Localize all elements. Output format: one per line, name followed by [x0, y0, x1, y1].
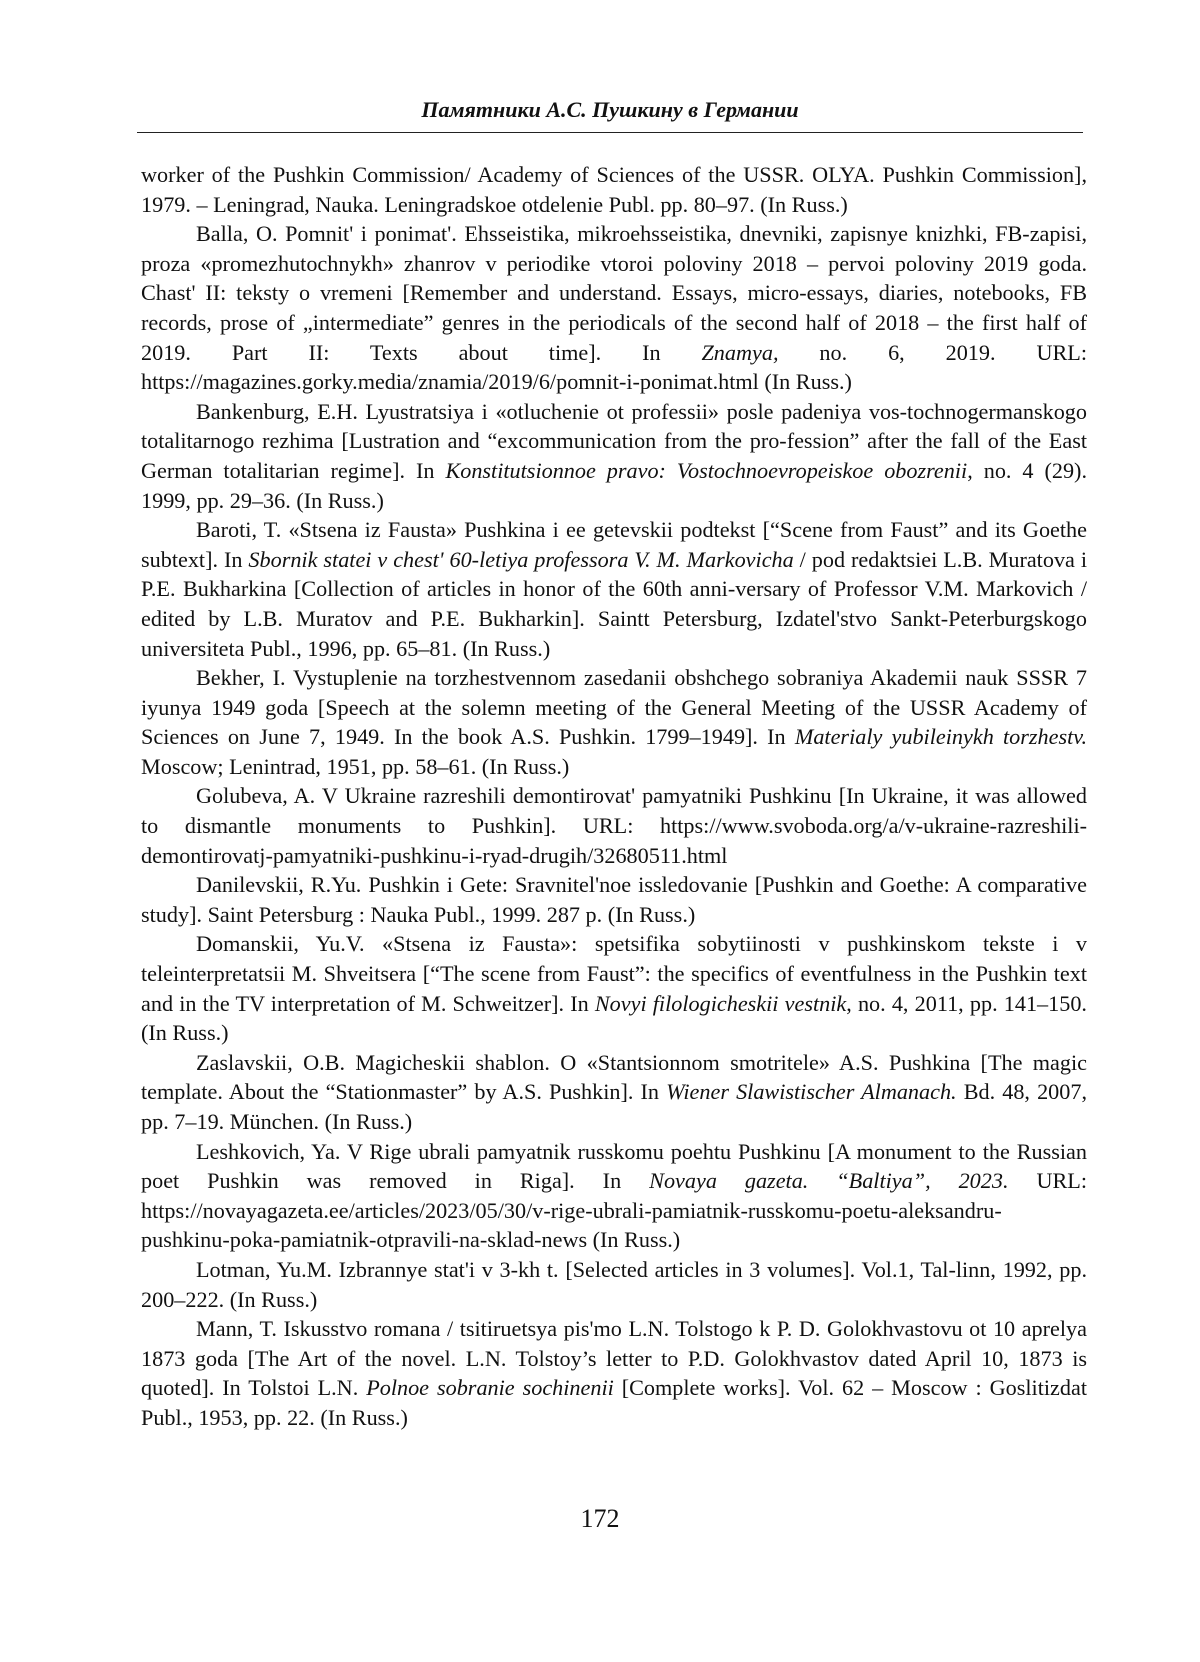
reference-entry [141, 1314, 1087, 1432]
reference-text: Golubeva, A. V Ukraine razreshili demontirovat' pamyatniki Pushkinu [In Ukraine, it was allowed to dismantle monuments to Pushkin]. URL: https://www.svoboda.org/a/v-ukraine-razreshili-demontirovatj-pamyatniki-pushkinu-i-ryad-drugih/32680511.html [141, 783, 1087, 868]
reference-entry [141, 160, 1087, 219]
reference-text: Balla, O. Pomnit' i ponimat'. Ehsseistika, mikroehsseistika, dnevniki, zapisnye knizhki, FB-zapisi, proza «promezhutochnykh» zhanrov v periodike vtoroi poloviny 2018 – pervoi poloviny 2019 goda. Chast' II: teksty o vremeni [Remember and understand. Essays, micro-essays, diaries, notebooks, FB records, prose of „intermediate” genres in the periodicals of the second half of 2018 – the first half of 2019. Part II: Texts about time]. In [141, 221, 1087, 365]
reference-entry [141, 781, 1087, 870]
reference-source-title: Konstitutsionnoe pravo: Vostochnoevropeiskoe obozrenii [445, 457, 968, 483]
reference-entry [141, 929, 1087, 1047]
reference-text: Baroti, T. «Stsena iz Fausta» Pushkina i ee getevskii podtekst [“Scene from Faust” and its Goethe subtext]. In [141, 517, 1087, 572]
reference-text: Leshkovich, Ya. V Rige ubrali pamyatnik russkomu poehtu Pushkinu [A monument to the Russian poet Pushkin was removed in Riga]. In [141, 1138, 1087, 1194]
header-divider [137, 132, 1083, 133]
reference-text: Domanskii, Yu.V. «Stsena iz Fausta»: spetsifika sobytiinosti v pushkinskom tekste i v teleinterpretatsii M. Shveitsera [“The scene from Faust”: the specifics of eventfulness in the Pushkin text and in the TV interpretation of M. Schweitzer]. In [141, 931, 1087, 1016]
reference-list [141, 160, 1087, 1433]
reference-text: worker of the Pushkin Commission/ Academy of Sciences of the USSR. OLYA. Pushkin Commission], 1979. – Leningrad, Nauka. Leningradskoe otdelenie Publ. pp. 80–97. (In Russ.) [141, 162, 1087, 217]
reference-text: URL: https://novayagazeta.ee/articles/2023/05/30/v-rige-ubrali-pamiatnik-russkomu-poetu-aleksandru-pushkinu-poka-pamiatnik-otpravili-na-sklad-news (In Russ.) [141, 1168, 1087, 1253]
reference-source-title: Novaya gazeta. “Baltiya”, 2023. [649, 1168, 1009, 1194]
reference-entry [141, 663, 1087, 781]
reference-text: Mann, T. Iskusstvo romana / tsitiruetsya pis'mo L.N. Tolstogo k P. D. Golokhvastovu ot 10 aprelya 1873 goda [The Art of the novel. L.N. Tolstoy’s letter to P.D. Golokhvastov dated April 10, 1873 is quoted]. In Tolstoi L.N. [141, 1316, 1087, 1401]
reference-text: , no. 4 (29). 1999, pp. 29–36. (In Russ.) [141, 457, 1087, 513]
reference-entry [141, 1137, 1087, 1255]
running-header: Памятники А.С. Пушкину в Германии [421, 97, 799, 122]
reference-text: Bankenburg, E.H. Lyustratsiya i «otluchenie ot professii» posle padeniya vos-tochnogermanskogo totalitarnogo rezhima [Lustration and “excommunication from the pro-fession” after the fall of the East German totalitarian regime]. In [141, 398, 1087, 483]
reference-source-title: Wiener Slawistischer Almanach. [666, 1079, 957, 1105]
reference-text: Danilevskii, R.Yu. Pushkin i Gete: Sravnitel'noe issledovanie [Pushkin and Goethe: A comparative study]. Saint Petersburg : Nauka Publ., 1999. 287 p. (In Russ.) [141, 872, 1087, 927]
reference-text: Bekher, I. Vystuplenie na torzhestvennom zasedanii obshchego sobraniya Akademii nauk SSSR 7 iyunya 1949 goda [Speech at the solemn meeting of the General Meeting of the USSR Academy of Sciences on June 7, 1949. In the book A.S. Pushkin. 1799–1949]. In [141, 665, 1087, 750]
page-number: 172 [580, 1504, 620, 1533]
reference-source-title: Sbornik statei v chest' 60-letiya professora V. M. Markovicha [248, 546, 794, 572]
reference-entry [141, 515, 1087, 663]
reference-text: Bd. 48, 2007, pp. 7–19. München. (In Russ.) [141, 1079, 1087, 1134]
reference-entry [141, 219, 1087, 397]
reference-source-title: Znamya, [701, 339, 779, 365]
reference-text: / pod redaktsiei L.B. Muratova i P.E. Bukharkina [Collection of articles in honor of the 60th anni-versary of Professor V.M. Markovich / edited by L.B. Muratov and P.E. Bukharkin]. Saintt Petersburg, Izdatel'stvo Sankt-Peterburgskogo universiteta Publ., 1996, pp. 65–81. (In Russ.) [141, 546, 1088, 661]
reference-entry [141, 397, 1087, 515]
reference-entry [141, 1048, 1087, 1137]
reference-source-title: Polnoe sobranie sochinenii [366, 1375, 614, 1401]
reference-entry [141, 870, 1087, 929]
reference-text: no. 6, 2019. URL: https://magazines.gorky.media/znamia/2019/6/pomnit-i-ponimat.html (In Russ.) [141, 339, 1087, 395]
reference-entry [141, 1255, 1087, 1314]
reference-source-title: Novyi filologicheskii vestnik [594, 990, 847, 1016]
reference-text: , no. 4, 2011, pp. 141–150. (In Russ.) [141, 990, 1087, 1046]
reference-text: [Complete works]. Vol. 62 – Moscow : Goslitizdat Publ., 1953, pp. 22. (In Russ.) [141, 1375, 1087, 1430]
reference-text: Moscow; Lenintrad, 1951, pp. 58–61. (In Russ.) [141, 753, 570, 779]
reference-text: Lotman, Yu.M. Izbrannye stat'i v 3-kh t. [Selected articles in 3 volumes]. Vol.1, Tal-linn, 1992, pp. 200–222. (In Russ.) [141, 1256, 1087, 1312]
reference-text: Zaslavskii, O.B. Magicheskii shablon. O «Stantsionnom smotritele» A.S. Pushkina [The magic template. About the “Stationmaster” by A.S. Pushkin]. In [141, 1049, 1087, 1105]
reference-source-title: Materialy yubileinykh torzhestv. [794, 724, 1087, 750]
